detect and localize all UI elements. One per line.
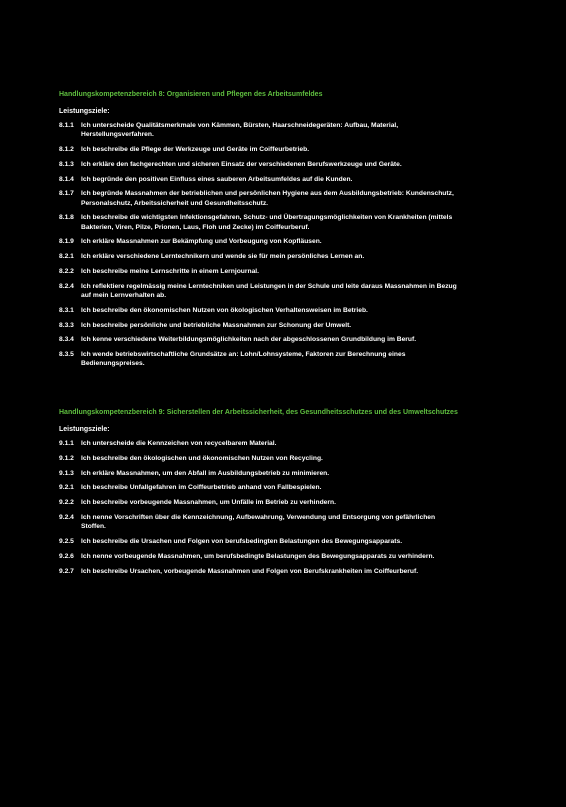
goal-number: 8.1.9 (59, 238, 74, 246)
goal-number: 8.1.3 (59, 160, 74, 168)
goal-item (59, 252, 459, 261)
goal-text: Ich beschreibe persönliche und betriebliche Massnahmen zur Schonung der Umwelt. (81, 321, 352, 329)
goal-number: 8.3.4 (59, 336, 74, 344)
goal-text: Ich beschreibe meine Lernschritte in einem Lernjournal. (81, 267, 260, 275)
goal-text: Ich beschreibe die Ursachen und Folgen von berufsbedingten Belastungen des Bewegungsapparats. (81, 537, 403, 545)
goal-number: 8.1.7 (59, 190, 74, 198)
goal-number: 8.2.1 (59, 253, 74, 261)
goal-number: 9.1.1 (59, 440, 74, 447)
goal-text: Ich nenne Vorschriften über die Kennzeichnung, Aufbewahrung, Verwendung und Entsorgung von gefährlichen Stoffen. (81, 513, 436, 531)
goal-text: Ich wende betriebswirtschaftliche Grundsätze an: Lohn/Lohnsysteme, Faktoren zur Berechnung eines Bedienungspreises. (81, 351, 406, 368)
goal-text: Ich beschreibe den ökologischen und ökonomischen Nutzen von Recycling. (81, 454, 323, 462)
goal-item (59, 483, 459, 492)
goals-list (59, 439, 459, 576)
goal-number: 9.1.2 (59, 454, 74, 462)
goal-number: 8.3.3 (59, 321, 74, 329)
goal-item (59, 498, 459, 507)
goal-text: Ich erkläre verschiedene Lerntechnikern und wende sie für mein persönliches Lernen an. (81, 253, 365, 261)
goal-text: Ich beschreibe Ursachen, vorbeugende Massnahmen und Folgen von Berufskrankheiten im Coiffeurberuf. (81, 567, 419, 575)
goal-number: 9.2.6 (59, 552, 74, 560)
goal-text: Ich beschreibe die wichtigsten Infektionsgefahren, Schutz- und Übertragungsmöglichkeiten von Krankheiten (mittels Bakterien, Viren, Pilze, Prionen, Laus, Floh und Zecke) im Coiffeurberuf. (81, 214, 453, 231)
goal-item (59, 145, 459, 154)
goal-number: 8.1.4 (59, 175, 74, 183)
goal-number: 8.1.8 (59, 214, 74, 222)
goal-item (59, 513, 459, 531)
goal-text: Ich beschreibe Unfallgefahren im Coiffeurbetrieb anhand von Fallbespielen. (81, 484, 322, 492)
goal-item (59, 306, 459, 315)
goal-item (59, 454, 459, 463)
goal-text: Ich begründe den positiven Einfluss eines sauberen Arbeitsumfeldes auf die Kunden. (81, 175, 353, 183)
goal-text: Ich beschreibe die Pflege der Werkzeuge und Geräte im Coiffeurbetrieb. (81, 146, 310, 153)
goal-number: 8.3.5 (59, 351, 74, 359)
goal-number: 8.1.1 (59, 122, 74, 129)
goal-item (59, 321, 459, 330)
goal-text: Ich nenne vorbeugende Massnahmen, um berufsbedingte Belastungen des Bewegungsapparats zu verhindern. (81, 552, 435, 560)
goal-item (59, 160, 459, 169)
goal-item (59, 189, 459, 207)
goal-text: Ich reflektiere regelmässig meine Lerntechniken und Leistungen in der Schule und leite daraus Massnahmen in Bezug auf mein Lernverhalten ab. (81, 282, 457, 299)
goal-number: 8.3.1 (59, 306, 74, 314)
goal-text: Ich erkläre Massnahmen zur Bekämpfung und Vorbeugung von Kopfläusen. (81, 238, 322, 246)
goal-item (59, 175, 459, 184)
goal-text: Ich beschreibe den ökonomischen Nutzen von ökologischen Verhaltensweisen im Betrieb. (81, 306, 368, 314)
goal-number: 8.1.2 (59, 146, 74, 153)
goal-text: Ich erkläre den fachgerechten und sicheren Einsatz der verschiedenen Berufswerkzeuge und Geräte. (81, 160, 402, 168)
goal-item (59, 350, 459, 368)
section-title: Handlungskompetenzbereich 8: Organisieren und Pflegen des Arbeitsumfeldes (59, 91, 323, 98)
goal-number: 9.2.7 (59, 567, 74, 575)
goals-label: Leistungsziele: (59, 426, 110, 433)
goal-number: 9.2.4 (59, 513, 74, 521)
goal-number: 8.2.4 (59, 282, 74, 290)
goal-number: 9.2.5 (59, 537, 74, 545)
goal-number: 9.1.3 (59, 469, 74, 477)
goal-text: Ich unterscheide Qualitätsmerkmale von Kämmen, Bürsten, Haarschneidegeräten: Aufbau, Material, Herstellungsverfahren. (81, 122, 399, 139)
goal-item (59, 537, 459, 546)
goal-item (59, 213, 459, 231)
goals-label: Leistungsziele: (59, 108, 110, 115)
goal-item (59, 439, 459, 448)
section-9 (59, 408, 459, 581)
goal-item (59, 267, 459, 276)
goal-text: Ich begründe Massnahmen der betrieblichen und persönlichen Hygiene aus dem Ausbildungsbetrieb: Kundenschutz, Personalschutz, Arbeitssicherheit und Gesundheitsschutz. (81, 190, 454, 207)
goal-item (59, 121, 459, 139)
goal-number: 8.2.2 (59, 267, 74, 275)
section-title: Handlungskompetenzbereich 9: Sicherstellen der Arbeitssicherheit, des Gesundheitsschutzes und des Umweltschutzes (59, 409, 458, 416)
goal-item (59, 237, 459, 246)
goal-item (59, 335, 459, 344)
goal-text: Ich unterscheide die Kennzeichen von recycelbarem Material. (81, 440, 277, 447)
goal-number: 9.2.2 (59, 499, 74, 507)
goal-item (59, 567, 459, 576)
goals-list (59, 121, 459, 369)
goal-text: Ich kenne verschiedene Weiterbildungsmöglichkeiten nach der abgeschlossenen Grundbildung im Beruf. (81, 336, 417, 344)
section-8 (59, 90, 459, 374)
goal-item (59, 552, 459, 561)
goal-number: 9.2.1 (59, 484, 74, 492)
goal-text: Ich erkläre Massnahmen, um den Abfall im Ausbildungsbetrieb zu minimieren. (81, 469, 330, 477)
goal-text: Ich beschreibe vorbeugende Massnahmen, um Unfälle im Betrieb zu verhindern. (81, 499, 336, 507)
goal-item (59, 469, 459, 478)
goal-item (59, 282, 459, 300)
